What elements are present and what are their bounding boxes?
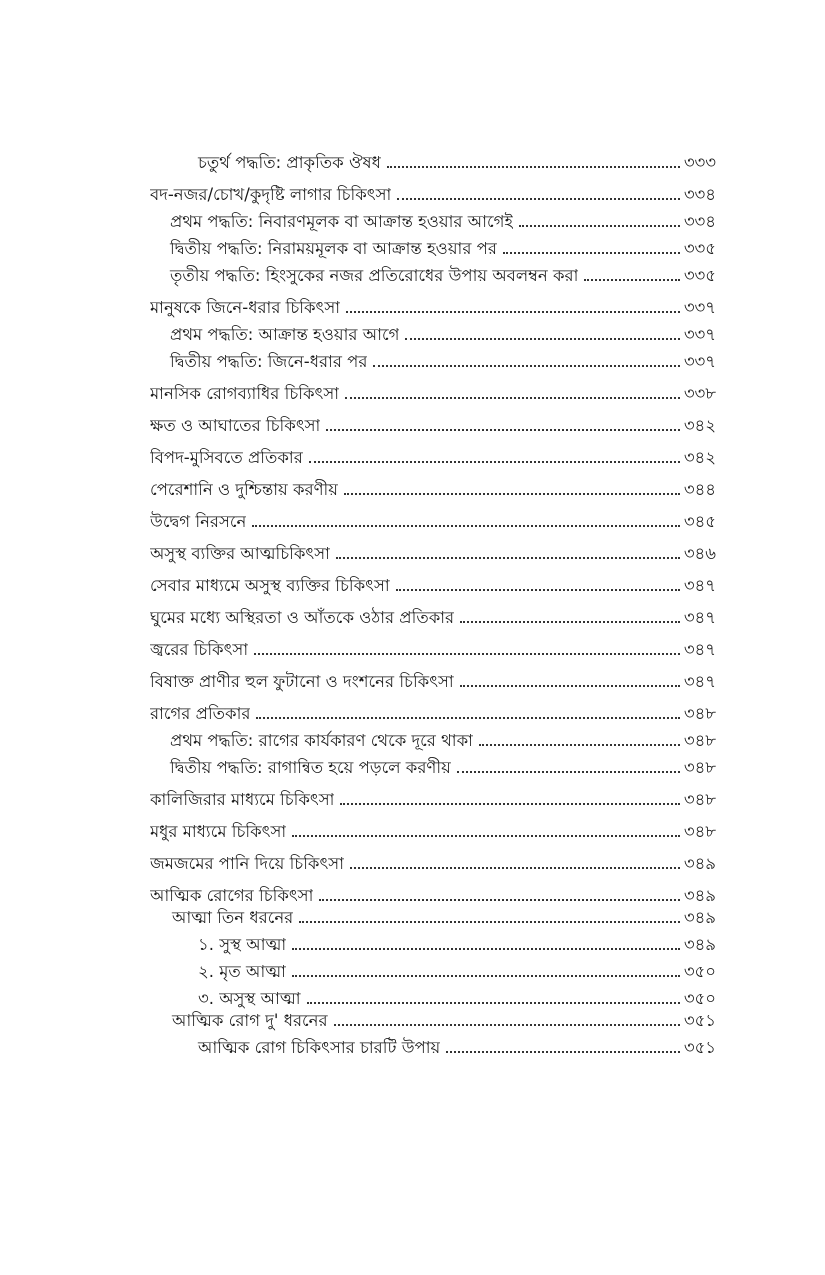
dot-leader bbox=[397, 198, 680, 200]
dot-leader bbox=[479, 744, 680, 746]
toc-entry-page-number: ৩৩৩ bbox=[683, 153, 716, 172]
dot-leader bbox=[503, 252, 680, 254]
toc-entry-title: দ্বিতীয় পদ্ধতি: নিরাময়মূলক বা আক্রান্ত হওয়ার পর bbox=[170, 239, 497, 258]
toc-entry-title: ক্ষত ও আঘাতের চিকিৎসা bbox=[150, 416, 321, 435]
toc-entry-page-number: ৩৩৭ bbox=[683, 298, 716, 317]
toc-entry-title: প্রথম পদ্ধতি: রাগের কার্যকারণ থেকে দূরে থাকা bbox=[170, 731, 473, 750]
toc-entry-page-number: ৩৪৫ bbox=[683, 512, 716, 531]
toc-entry-title: প্রথম পদ্ধতি: নিবারণমূলক বা আক্রান্ত হওয়ার আগেই bbox=[170, 212, 514, 231]
toc-entry-page-number: ৩৫০ bbox=[683, 989, 716, 1008]
toc-entry-title: ১. সুস্থ আত্মা bbox=[198, 935, 287, 954]
toc-entry-title: জ্বরের চিকিৎসা bbox=[150, 640, 249, 659]
toc-entry-title: আত্মা তিন ধরনের bbox=[172, 908, 294, 927]
toc-entry bbox=[150, 956, 716, 983]
toc-entry-page-number: ৩৪৯ bbox=[683, 908, 716, 927]
dot-leader bbox=[346, 311, 680, 313]
toc-entry-title: অসুস্থ ব্যক্তির আত্মচিকিৎসা bbox=[150, 544, 330, 563]
toc-entry-title: বদ-নজর/চোখ/কুদৃষ্টি লাগার চিকিৎসা bbox=[150, 185, 392, 204]
table-of-contents bbox=[150, 147, 716, 1059]
toc-entry bbox=[150, 661, 716, 693]
toc-entry-title: মানসিক রোগব্যাধির চিকিৎসা bbox=[150, 384, 340, 403]
toc-entry bbox=[150, 405, 716, 437]
toc-entry-page-number: ৩৪২ bbox=[683, 448, 716, 467]
toc-entry bbox=[150, 907, 716, 929]
toc-entry-page-number: ৩৪৭ bbox=[683, 608, 716, 627]
dot-leader bbox=[457, 771, 680, 773]
toc-entry-page-number: ৩৪৬ bbox=[683, 544, 716, 563]
toc-entry bbox=[150, 725, 716, 752]
toc-entry bbox=[150, 233, 716, 260]
toc-entry bbox=[150, 319, 716, 346]
dot-leader bbox=[292, 975, 680, 977]
dot-leader bbox=[519, 225, 680, 227]
dot-leader bbox=[254, 653, 680, 655]
toc-entry bbox=[150, 147, 716, 174]
dot-leader bbox=[292, 835, 680, 837]
toc-entry bbox=[150, 533, 716, 565]
dot-leader bbox=[350, 867, 680, 869]
toc-entry-page-number: ৩৩৭ bbox=[683, 325, 716, 344]
toc-entry-title: মধুর মাধ্যমে চিকিৎসা bbox=[150, 822, 287, 841]
dot-leader bbox=[299, 921, 680, 923]
dot-leader bbox=[309, 461, 680, 463]
toc-entry bbox=[150, 174, 716, 206]
toc-entry-title: বিষাক্ত প্রাণীর হুল ফুটানো ও দংশনের চিকিৎসা bbox=[150, 672, 454, 691]
toc-entry-page-number: ৩৩৫ bbox=[683, 239, 716, 258]
toc-entry bbox=[150, 779, 716, 811]
dot-leader bbox=[460, 621, 680, 623]
toc-entry-page-number: ৩৪৭ bbox=[683, 640, 716, 659]
toc-entry-title: আত্মিক রোগ দু' ধরনের bbox=[172, 1011, 328, 1030]
dot-leader bbox=[256, 717, 679, 719]
toc-entry bbox=[150, 752, 716, 779]
dot-leader bbox=[387, 166, 680, 168]
dot-leader bbox=[340, 803, 679, 805]
toc-entry-page-number: ৩৪২ bbox=[683, 416, 716, 435]
toc-entry-page-number: ৩৪৭ bbox=[683, 672, 716, 691]
toc-entry-page-number: ৩৩৮ bbox=[683, 384, 716, 403]
toc-entry-page-number: ৩৩৪ bbox=[683, 185, 716, 204]
dot-leader bbox=[373, 365, 679, 367]
toc-entry-title: জমজমের পানি দিয়ে চিকিৎসা bbox=[150, 854, 344, 873]
dot-leader bbox=[307, 1002, 680, 1004]
dot-leader bbox=[584, 279, 679, 281]
toc-entry bbox=[150, 260, 716, 287]
toc-entry-page-number: ৩৪৮ bbox=[683, 790, 716, 809]
toc-entry bbox=[150, 597, 716, 629]
toc-entry-page-number: ৩৪৯ bbox=[683, 886, 716, 905]
toc-entry-title: আত্মিক রোগ চিকিৎসার চারটি উপায় bbox=[198, 1038, 441, 1057]
toc-entry-title: সেবার মাধ্যমে অসুস্থ ব্যক্তির চিকিৎসা bbox=[150, 576, 390, 595]
dot-leader bbox=[334, 1024, 680, 1026]
toc-entry-page-number: ৩৪৪ bbox=[683, 480, 716, 499]
dot-leader bbox=[326, 429, 679, 431]
toc-entry-page-number: ৩৪৯ bbox=[683, 854, 716, 873]
toc-entry-page-number: ৩৪৮ bbox=[683, 731, 716, 750]
toc-entry-title: চতুর্থ পদ্ধতি: প্রাকৃতিক ঔষধ bbox=[198, 153, 381, 172]
toc-entry bbox=[150, 843, 716, 875]
toc-entry-title: মানুষকে জিনে-ধরার চিকিৎসা bbox=[150, 298, 341, 317]
toc-entry-title: কালিজিরার মাধ্যমে চিকিৎসা bbox=[150, 790, 335, 809]
toc-entry-title: ৩. অসুস্থ আত্মা bbox=[198, 989, 301, 1008]
dot-leader bbox=[345, 397, 680, 399]
toc-entry bbox=[150, 629, 716, 661]
toc-entry-page-number: ৩৪৮ bbox=[683, 704, 716, 723]
toc-entry-page-number: ৩৪৭ bbox=[683, 576, 716, 595]
toc-entry-page-number: ৩৩৫ bbox=[683, 266, 716, 285]
toc-entry bbox=[150, 693, 716, 725]
toc-entry bbox=[150, 1032, 716, 1059]
toc-entry bbox=[150, 501, 716, 533]
toc-entry bbox=[150, 287, 716, 319]
toc-entry-title: প্রথম পদ্ধতি: আক্রান্ত হওয়ার আগে bbox=[170, 325, 400, 344]
toc-entry-title: বিপদ-মুসিবতে প্রতিকার bbox=[150, 448, 303, 467]
toc-entry-page-number: ৩৫১ bbox=[683, 1011, 716, 1030]
toc-entry-page-number: ৩৩৭ bbox=[683, 352, 716, 371]
toc-entry bbox=[150, 346, 716, 373]
toc-entry-title: ঘুমের মধ্যে অস্থিরতা ও আঁতকে ওঠার প্রতিকার bbox=[150, 608, 455, 627]
toc-entry bbox=[150, 565, 716, 597]
toc-entry bbox=[150, 1010, 716, 1032]
toc-entry-title: দ্বিতীয় পদ্ধতি: জিনে-ধরার পর bbox=[170, 352, 368, 371]
dot-leader bbox=[446, 1051, 680, 1053]
toc-entry bbox=[150, 875, 716, 907]
toc-entry-title: পেরেশানি ও দুশ্চিন্তায় করণীয় bbox=[150, 480, 338, 499]
toc-entry-page-number: ৩৪৮ bbox=[683, 822, 716, 841]
toc-entry-page-number: ৩৪৮ bbox=[683, 758, 716, 777]
toc-entry-page-number: ৩৩৪ bbox=[683, 212, 716, 231]
toc-entry bbox=[150, 469, 716, 501]
toc-entry bbox=[150, 437, 716, 469]
dot-leader bbox=[252, 525, 679, 527]
dot-leader bbox=[396, 589, 680, 591]
dot-leader bbox=[405, 338, 679, 340]
toc-entry bbox=[150, 811, 716, 843]
toc-entry-page-number: ৩৫০ bbox=[683, 962, 716, 981]
dot-leader bbox=[344, 493, 680, 495]
dot-leader bbox=[319, 899, 679, 901]
toc-entry bbox=[150, 373, 716, 405]
toc-entry bbox=[150, 929, 716, 956]
toc-entry-title: দ্বিতীয় পদ্ধতি: রাগান্বিত হয়ে পড়লে করণীয় bbox=[170, 758, 451, 777]
toc-entry-title: উদ্বেগ নিরসনে bbox=[150, 512, 247, 531]
toc-entry-title: রাগের প্রতিকার bbox=[150, 704, 251, 723]
toc-entry bbox=[150, 206, 716, 233]
toc-entry-page-number: ৩৫১ bbox=[683, 1038, 716, 1057]
dot-leader bbox=[460, 685, 680, 687]
toc-entry-page-number: ৩৪৯ bbox=[683, 935, 716, 954]
dot-leader bbox=[336, 557, 680, 559]
toc-entry-title: আত্মিক রোগের চিকিৎসা bbox=[150, 886, 314, 905]
toc-entry bbox=[150, 983, 716, 1010]
toc-entry-title: তৃতীয় পদ্ধতি: হিংসুকের নজর প্রতিরোধের উপায় অবলম্বন করা bbox=[170, 266, 579, 285]
toc-entry-title: ২. মৃত আত্মা bbox=[198, 962, 286, 981]
dot-leader bbox=[292, 948, 680, 950]
